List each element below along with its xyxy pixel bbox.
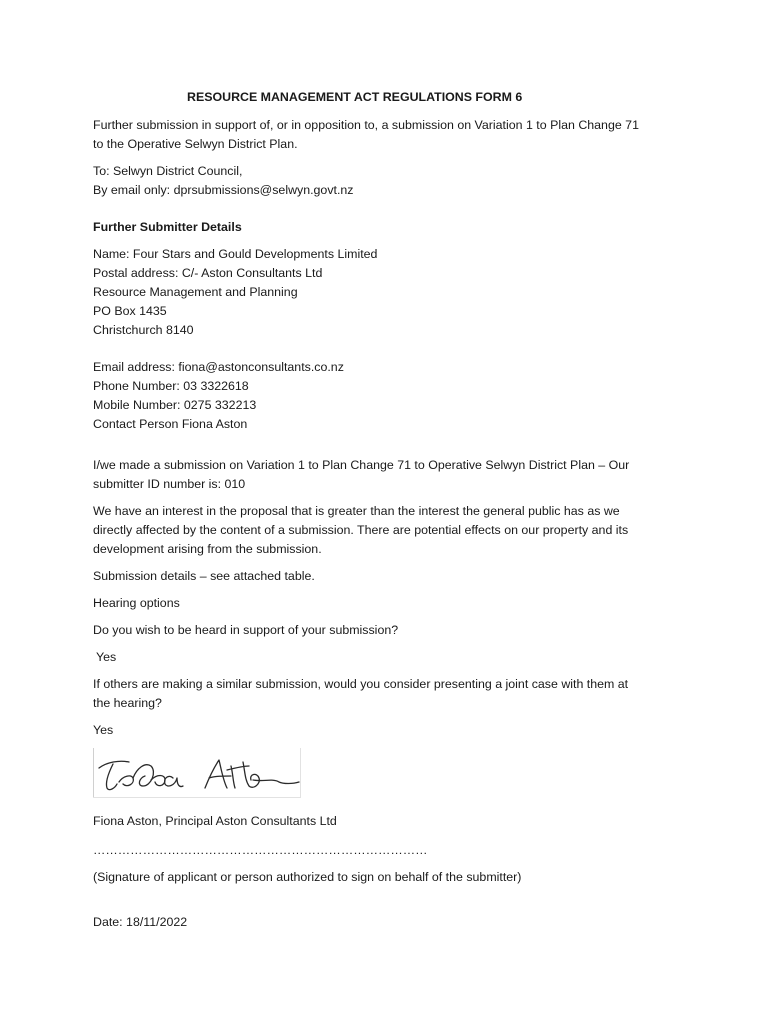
interest-paragraph: [93, 502, 693, 559]
joint-question: [93, 675, 693, 713]
interest-line: We have an interest in the proposal that is greater than the interest the general public has as we: [93, 504, 620, 518]
intro-line: to the Operative Selwyn District Plan.: [93, 137, 298, 151]
submission-line: submitter ID number is: 010: [93, 477, 246, 491]
address-line: Christchurch 8140: [93, 323, 194, 337]
heard-question: Do you wish to be heard in support of your submission?: [93, 623, 399, 637]
joint-line: If others are making a similar submission, would you consider presenting a joint case with them at: [93, 677, 629, 691]
recipient-email-line: By email only: dprsubmissions@selwyn.govt.nz: [93, 183, 354, 197]
submitter-name: Name: Four Stars and Gould Developments Limited: [93, 247, 378, 261]
address-line: Resource Management and Planning: [93, 285, 298, 299]
submission-line: I/we made a submission on Variation 1 to Plan Change 71 to Operative Selwyn District Plan – Our: [93, 458, 630, 472]
heard-answer: Yes: [96, 650, 117, 664]
phone-number: Phone Number: 03 3322618: [93, 379, 249, 393]
joint-answer: Yes: [93, 723, 114, 737]
contact-block: [93, 358, 693, 434]
hearing-options: Hearing options: [93, 596, 180, 610]
recipient-line: To: Selwyn District Council,: [93, 164, 243, 178]
joint-line: the hearing?: [93, 696, 162, 710]
interest-line: directly affected by the content of a submission. There are potential effects on our property and its: [93, 523, 629, 537]
address-block: [93, 245, 693, 340]
document-page: [93, 88, 693, 940]
address-line: PO Box 1435: [93, 304, 167, 318]
signatory-name: Fiona Aston, Principal Aston Consultants Ltd: [93, 814, 337, 828]
intro-line: Further submission in support of, or in opposition to, a submission on Variation 1 to Plan Change 71: [93, 118, 639, 132]
form-title: RESOURCE MANAGEMENT ACT REGULATIONS FORM 6: [187, 90, 523, 104]
interest-line: development arising from the submission.: [93, 542, 322, 556]
signature-dotted-line: ………………………………………………………………………: [93, 843, 428, 857]
postal-address: Postal address: C/- Aston Consultants Ltd: [93, 266, 323, 280]
details-heading: Further Submitter Details: [93, 220, 242, 234]
signature-caption: (Signature of applicant or person authorized to sign on behalf of the submitter): [93, 870, 522, 884]
submission-paragraph: [93, 456, 693, 494]
signature-icon: [93, 748, 301, 798]
contact-person: Contact Person Fiona Aston: [93, 417, 248, 431]
signature-image: [93, 748, 301, 798]
intro-paragraph: [93, 116, 693, 154]
email-address: Email address: fiona@astonconsultants.co.nz: [93, 360, 344, 374]
document-date: Date: 18/11/2022: [93, 915, 188, 929]
mobile-number: Mobile Number: 0275 332213: [93, 398, 257, 412]
recipient-block: [93, 162, 693, 200]
submission-details: Submission details – see attached table.: [93, 569, 315, 583]
